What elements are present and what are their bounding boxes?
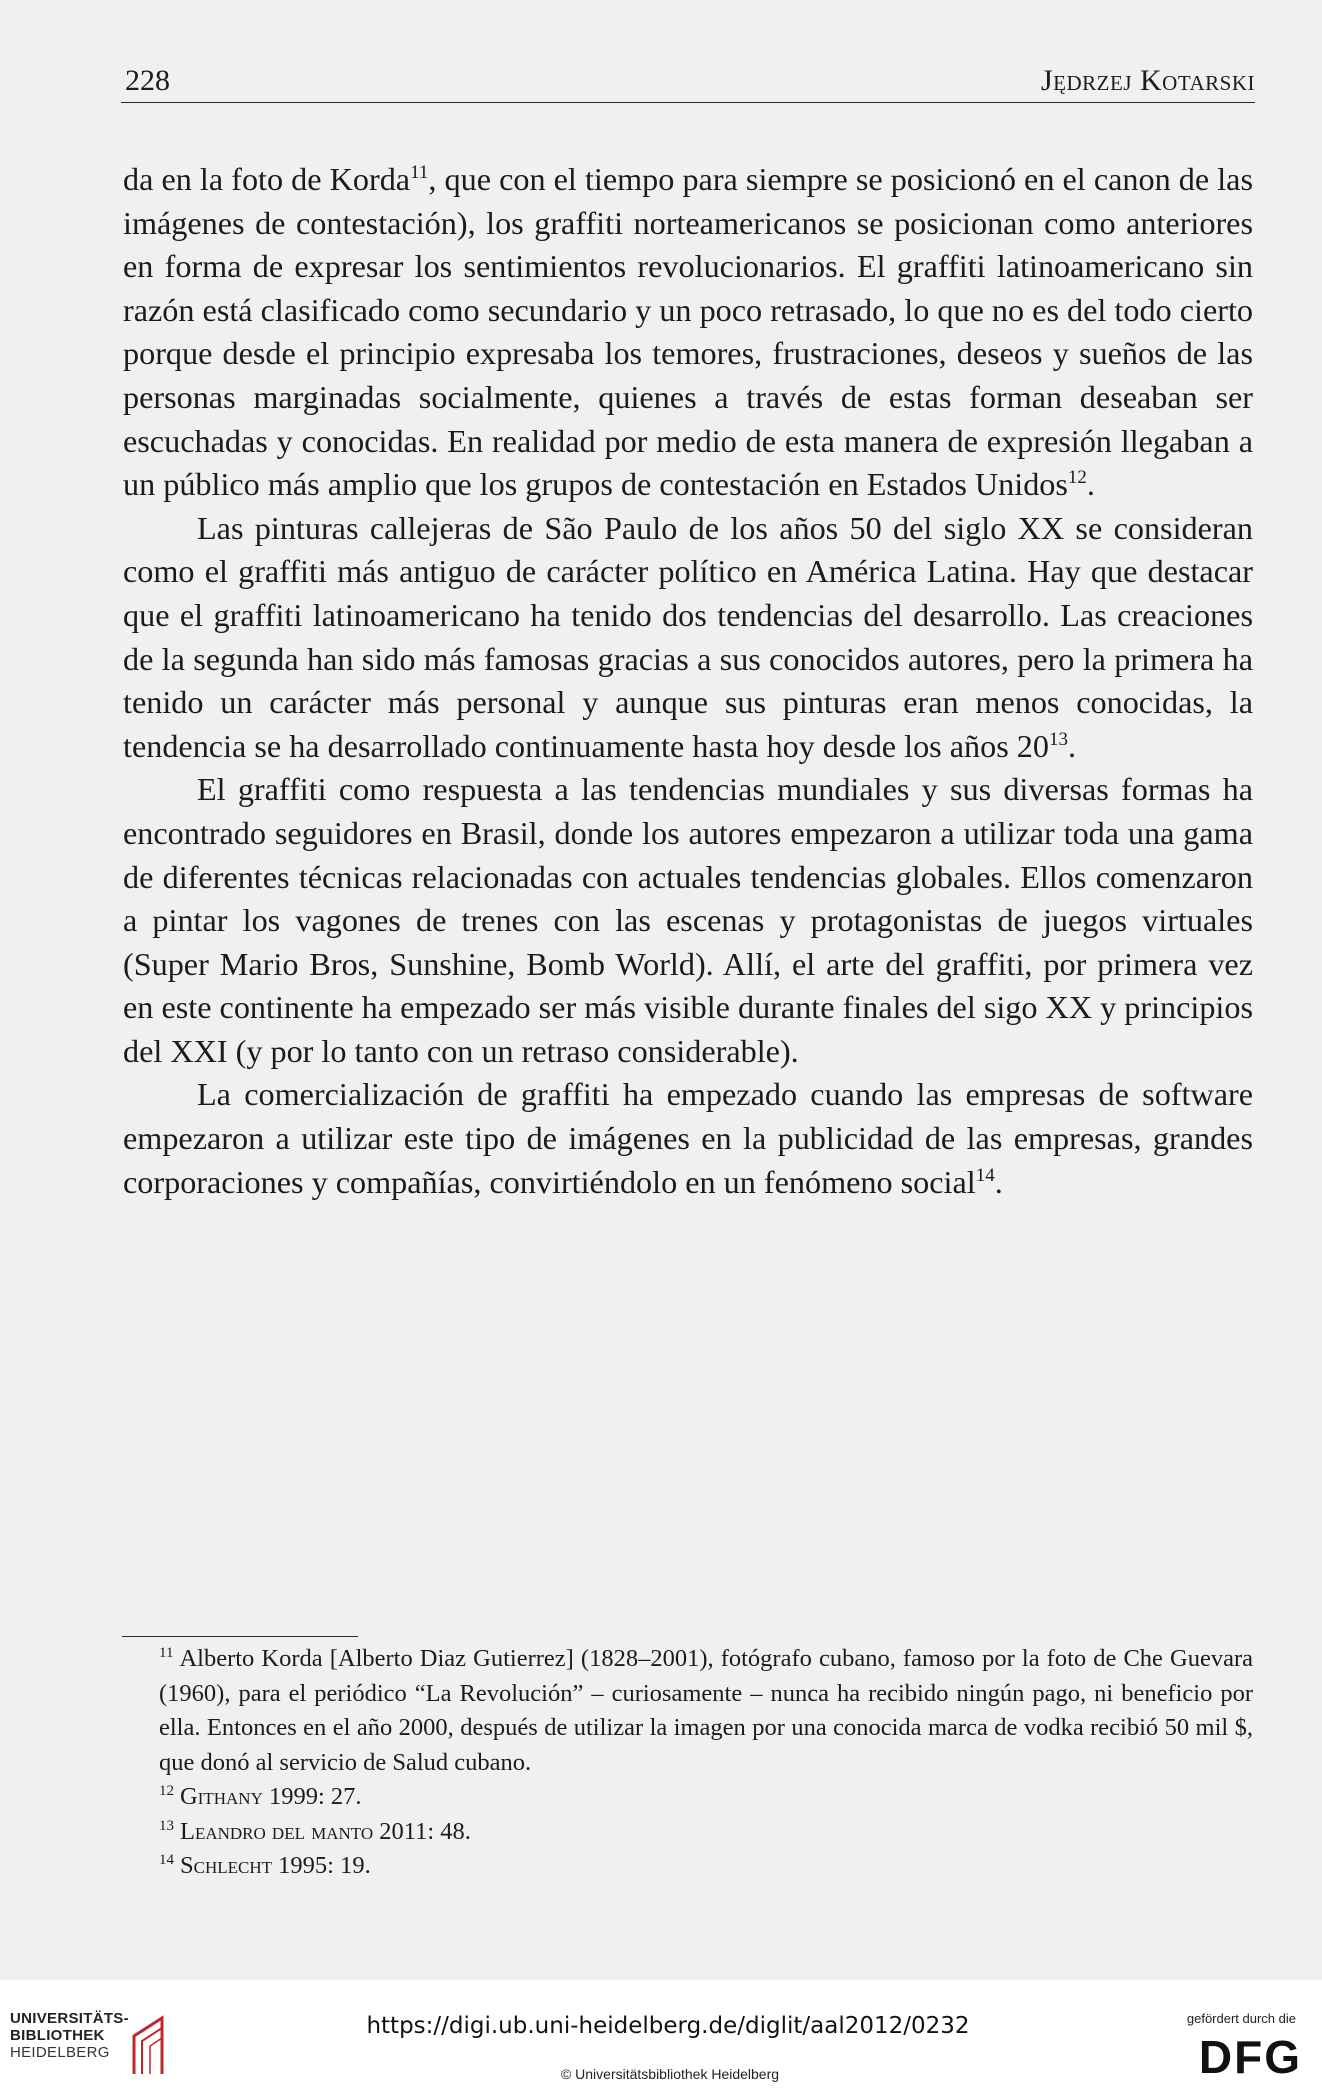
footnote-author: Leandro del manto bbox=[180, 1817, 374, 1845]
footnote-text: Alberto Korda [Alberto Diaz Gutierrez] (1828–2001), fotógrafo cubano, famoso por la foto de Che Guevara (1960), para el periódico “La Revolución” – curiosamente – nunca ha recibido ningún pago, ni beneficio por ella. Entonces en el año 2000, después de utilizar la imagen por una conocida marca de vodka recibió 50 mil $, que donó al servicio de Salud cubano. bbox=[159, 1645, 1253, 1776]
footnote-12 bbox=[123, 1780, 1253, 1815]
paragraph-1-text-a: da en la foto de Korda bbox=[123, 161, 411, 197]
footnote-ref-14: 14 bbox=[975, 1164, 995, 1186]
footnote-number: 13 bbox=[159, 1817, 174, 1834]
footnotes bbox=[123, 1642, 1253, 1884]
paragraph-4 bbox=[123, 1073, 1253, 1204]
copyright-notice: © Universitätsbibliothek Heidelberg bbox=[560, 2066, 780, 2082]
footnote-ref-12: 12 bbox=[1067, 467, 1087, 489]
footnote-number: 14 bbox=[159, 1852, 174, 1868]
paragraph-2-text-b: . bbox=[1068, 727, 1077, 764]
footnote-ref-11: 11 bbox=[410, 162, 429, 183]
footnote-ref-13: 13 bbox=[1049, 728, 1068, 750]
footnote-13 bbox=[123, 1815, 1253, 1850]
paragraph-3-text: El graffiti como respuesta a las tendencias mundiales y sus diversas formas ha encontrado seguidores en Brasil, donde los autores empezaron a utilizar toda una gama de diferentes técnicas relacionadas con actuales tendencias globales. Ellos comenzaron a pintar los vagones de trenes con las escenas y protagonistas de juegos virtuales (Super Mario Bros, Sunshine, Bomb World). Allí, el arte del graffiti, por primera vez en este continente ha empezado ser más visible durante finales del sigo XX y principios del XXI (y por lo tanto con un retraso considerable). bbox=[123, 771, 1253, 1069]
paragraph-2 bbox=[123, 507, 1253, 769]
library-logo[interactable] bbox=[10, 2010, 210, 2082]
page-number: 228 bbox=[125, 64, 170, 97]
dfg-caption: gefördert durch die bbox=[1186, 2011, 1296, 2026]
paragraph-4-text-b: . bbox=[994, 1163, 1003, 1200]
footnote-citation: 2011: 48. bbox=[373, 1817, 471, 1845]
footnote-11 bbox=[123, 1642, 1253, 1780]
paragraph-4-text-a: La comercialización de graffiti ha empezado cuando las empresas de software empezaron a utilizar este tipo de imágenes en la publicidad de las empresas, grandes corporaciones y compañías, convirtiéndolo en un fenómeno social bbox=[123, 1076, 1253, 1200]
footnote-number: 11 bbox=[159, 1645, 174, 1661]
main-text bbox=[123, 158, 1253, 1204]
paragraph-3 bbox=[123, 768, 1253, 1073]
paragraph-2-text-a: Las pinturas callejeras de São Paulo de los años 50 del siglo XX se consideran como el graffiti más antiguo de carácter político en América Latina. Hay que destacar que el graffiti latinoamericano ha tenido dos tendencias del desarrollo. Las creaciones de la segunda han sido más famosas gracias a sus conocidos autores, pero la primera ha tenido un carácter más personal y aunque sus pinturas eran menos conocidas, la tendencia se ha desarrollado continuamente hasta hoy desde los años 20 bbox=[123, 509, 1253, 764]
paragraph-1-text-b: , que con el tiempo para siempre se posicionó en el canon de las imágenes de contestación), los graffiti norteamericanos se posicionan como anteriores en forma de expresar los sentimientos revolucionarios. El graffiti latinoamericano sin razón está clasificado como secundario y un poco retrasado, lo que no es del todo cierto porque desde el principio expresaba los temores, frustraciones, deseos y sueños de las personas marginadas socialmente, quienes a través de estas forman deseaban ser escuchadas y conocidas. En realidad por medio de esta manera de expresión llegaban a un público más amplio que los grupos de contestación en Estados Unidos bbox=[123, 161, 1253, 503]
footnote-citation: 1999: 27. bbox=[262, 1783, 362, 1810]
library-name-line-2: BIBLIOTHEK bbox=[10, 2027, 105, 2044]
paragraph-1-text-c: . bbox=[1086, 466, 1095, 503]
permalink-url[interactable]: https://digi.ub.uni-heidelberg.de/diglit/aal2012/0232 bbox=[366, 2013, 970, 2039]
footnote-14 bbox=[123, 1849, 1253, 1884]
library-name-line-3: HEIDELBERG bbox=[10, 2044, 110, 2061]
footnote-number: 12 bbox=[159, 1783, 174, 1799]
dfg-logo[interactable]: DFG bbox=[1198, 2031, 1302, 2083]
footnote-author: Schlecht bbox=[180, 1852, 273, 1879]
library-name-line-1: UNIVERSITÄTS- bbox=[10, 2010, 129, 2027]
footnote-divider bbox=[122, 1636, 358, 1637]
library-emblem-icon bbox=[128, 2014, 198, 2078]
footnote-citation: 1995: 19. bbox=[272, 1852, 371, 1879]
running-head: Jędrzej Kotarski bbox=[1041, 64, 1255, 97]
paragraph-1 bbox=[123, 158, 1253, 507]
footnote-author: Githany bbox=[180, 1783, 263, 1810]
page-header bbox=[121, 62, 1255, 103]
